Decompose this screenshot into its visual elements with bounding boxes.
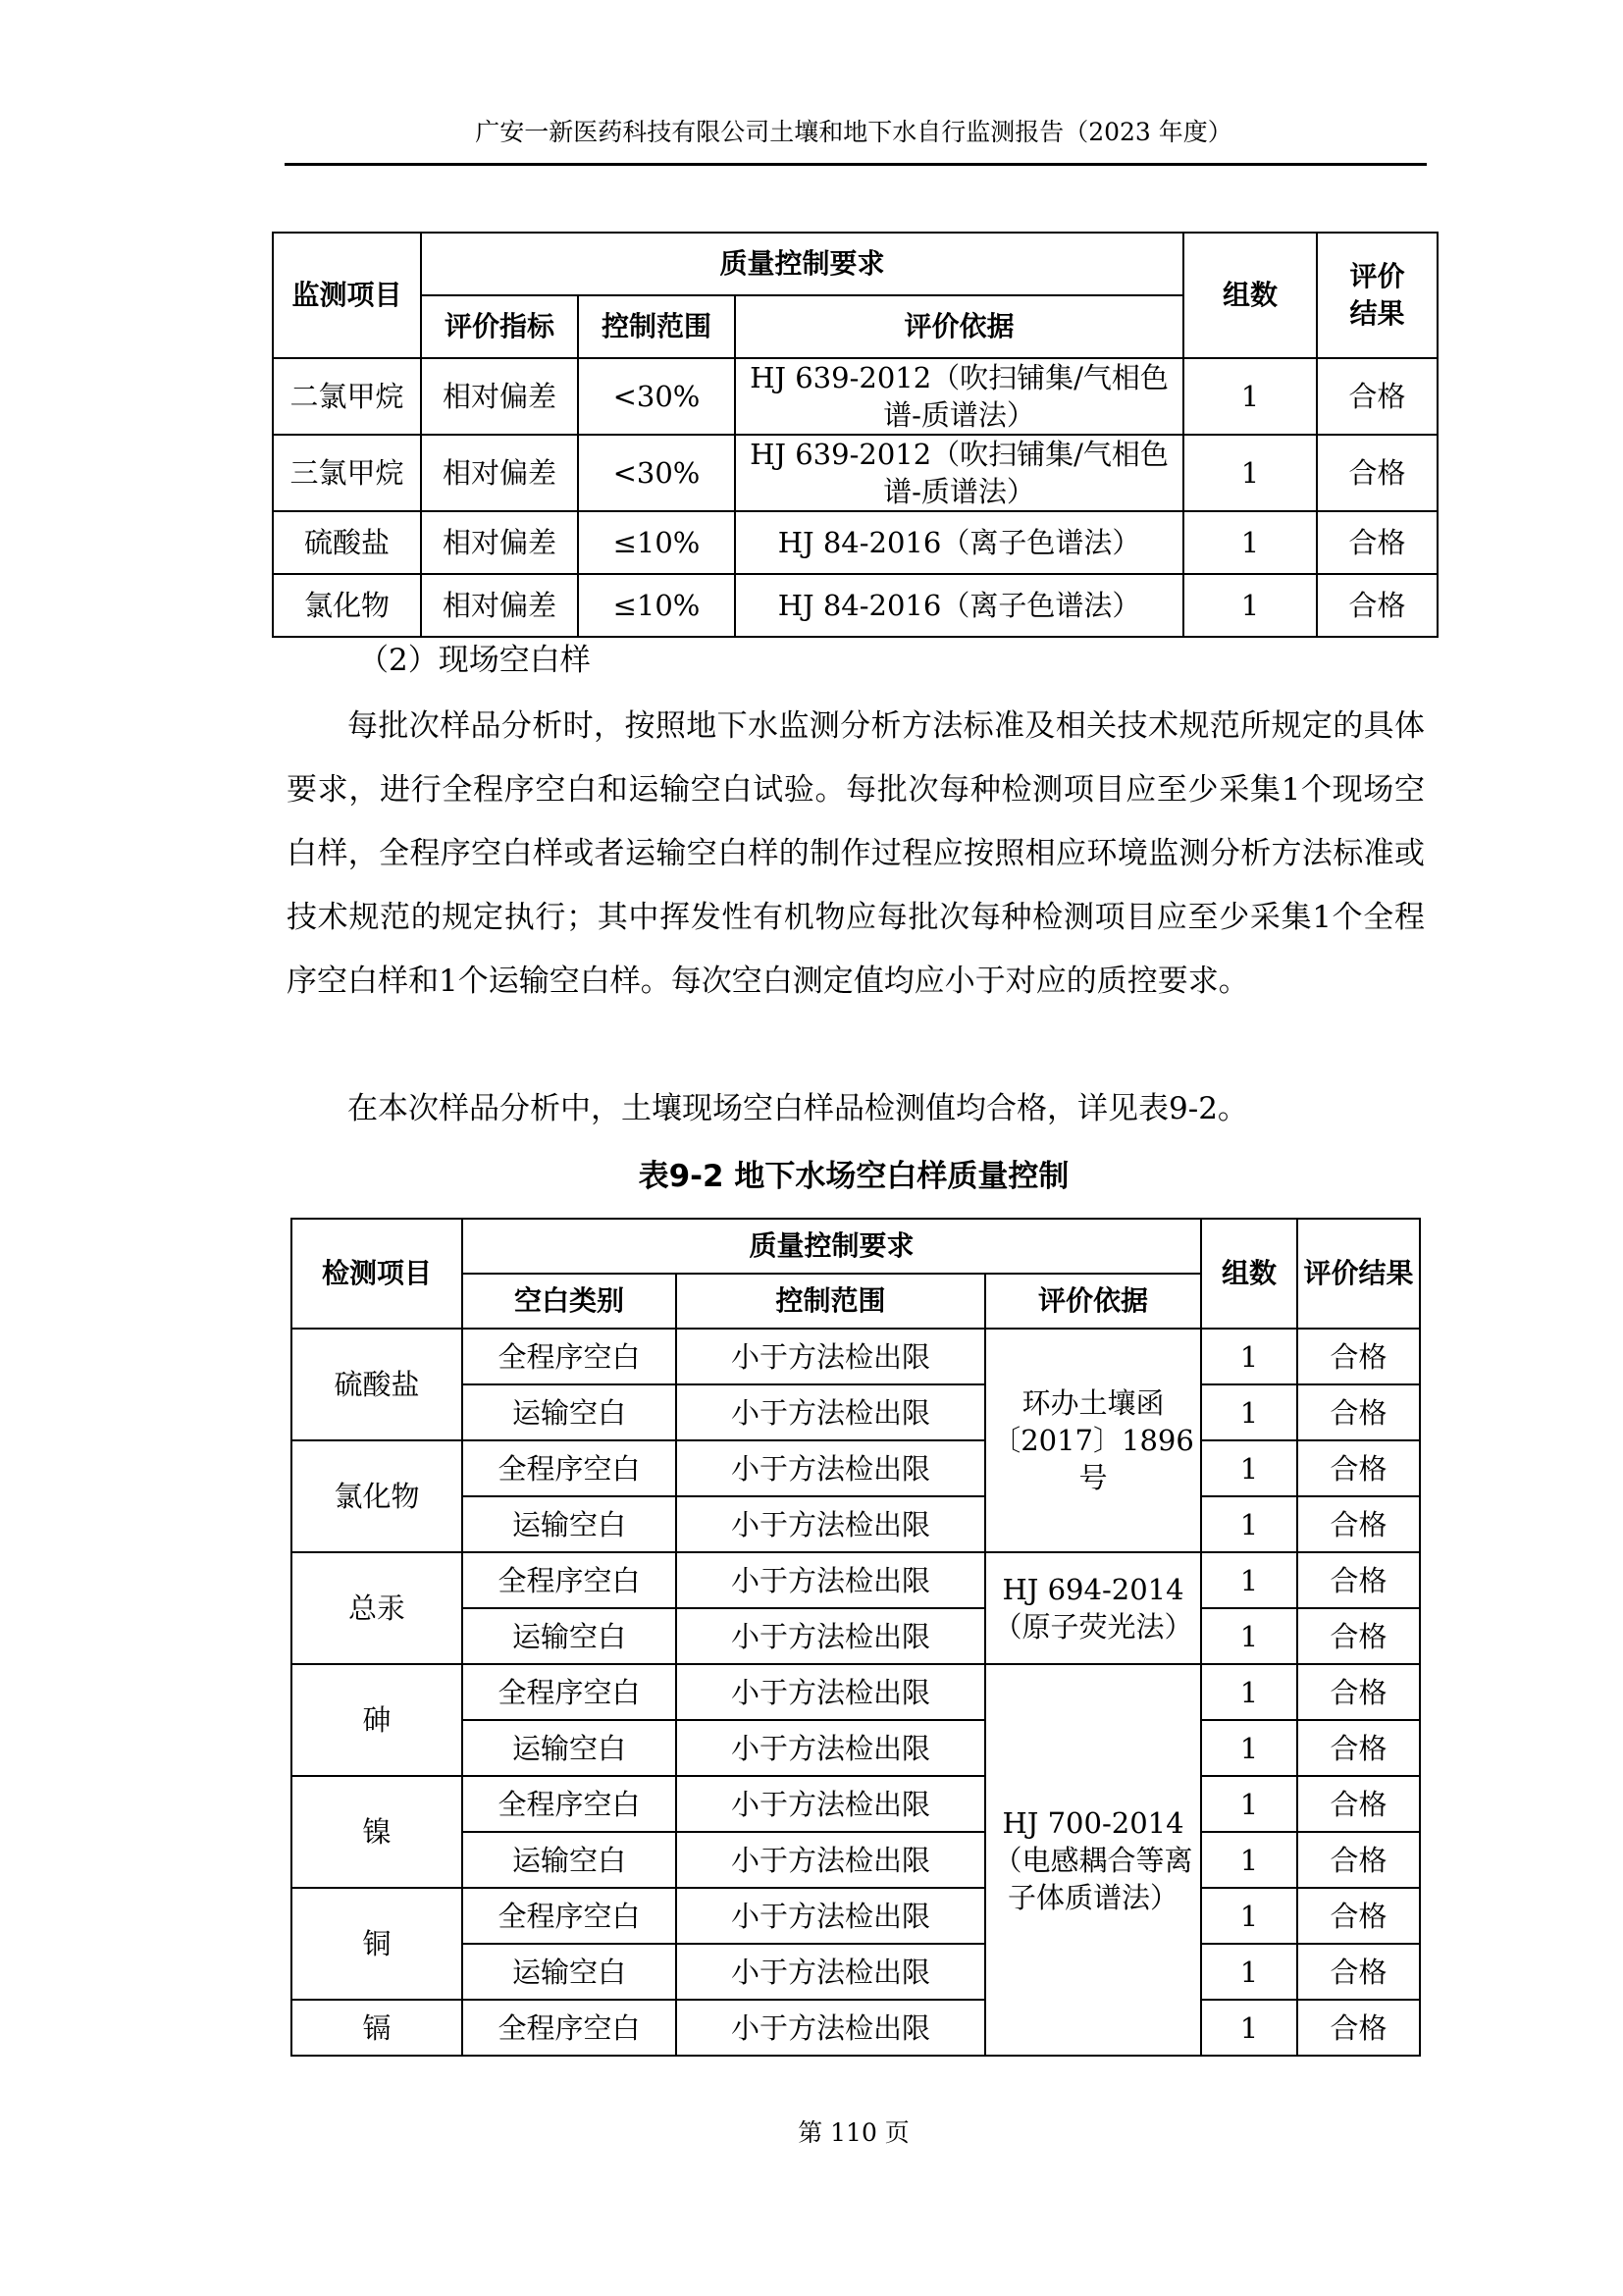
cell-blank-type: 全程序空白 (462, 1440, 676, 1496)
cell-blank-type: 全程序空白 (462, 1776, 676, 1832)
cell-groups: 1 (1183, 358, 1317, 435)
cell-blank-type: 全程序空白 (462, 1329, 676, 1384)
cell-groups: 1 (1201, 2000, 1297, 2056)
cell-range: 小于方法检出限 (676, 1944, 985, 2000)
cell-groups: 1 (1201, 1664, 1297, 1720)
cell-indicator: 相对偏差 (421, 511, 578, 574)
cell-groups: 1 (1201, 1888, 1297, 1944)
table-row (273, 358, 1438, 435)
paragraph-results: 在本次样品分析中，土壤现场空白样品检测值均合格，详见表9-2。 (347, 1091, 1248, 1126)
cell-blank-type: 全程序空白 (462, 1888, 676, 1944)
header-qc: 质量控制要求 (421, 233, 1183, 295)
table-field-blank-qc (290, 1218, 1421, 2057)
cell-blank-type: 运输空白 (462, 1832, 676, 1888)
cell-blank-type: 运输空白 (462, 1944, 676, 2000)
cell-result: 合格 (1297, 1384, 1420, 1440)
cell-result: 合格 (1297, 1888, 1420, 1944)
cell-blank-type: 全程序空白 (462, 2000, 676, 2056)
cell-groups: 1 (1201, 1552, 1297, 1608)
cell-groups: 1 (1183, 574, 1317, 637)
header-item: 监测项目 (273, 233, 421, 358)
cell-result: 合格 (1317, 511, 1438, 574)
header-basis: 评价依据 (735, 295, 1183, 358)
cell-groups: 1 (1201, 1944, 1297, 2000)
cell-result: 合格 (1297, 1329, 1420, 1384)
cell-basis: HJ 639-2012（吹扫铺集/气相色谱-质谱法） (735, 358, 1183, 435)
cell-indicator: 相对偏差 (421, 358, 578, 435)
header-result: 评价 结果 (1317, 233, 1438, 358)
cell-groups: 1 (1183, 511, 1317, 574)
cell-basis: HJ 639-2012（吹扫铺集/气相色谱-质谱法） (735, 435, 1183, 511)
header-item: 检测项目 (291, 1219, 462, 1329)
table-row (291, 1440, 1420, 1496)
cell-result: 合格 (1297, 1664, 1420, 1720)
cell-range: 小于方法检出限 (676, 1832, 985, 1888)
cell-range: 小于方法检出限 (676, 1776, 985, 1832)
page-number: 第 110 页 (798, 2118, 910, 2147)
cell-item: 砷 (291, 1664, 462, 1776)
cell-blank-type: 全程序空白 (462, 1664, 676, 1720)
cell-range: <30% (578, 358, 735, 435)
table-row (273, 574, 1438, 637)
cell-result: 合格 (1297, 1552, 1420, 1608)
cell-item: 硫酸盐 (291, 1329, 462, 1440)
cell-range: ≤10% (578, 511, 735, 574)
header-basis: 评价依据 (985, 1274, 1201, 1329)
cell-result: 合格 (1297, 1720, 1420, 1776)
table-row (273, 511, 1438, 574)
cell-blank-type: 运输空白 (462, 1720, 676, 1776)
cell-basis: 环办土壤函〔2017〕1896 号 (985, 1329, 1201, 1552)
cell-result: 合格 (1297, 1440, 1420, 1496)
cell-result: 合格 (1297, 1832, 1420, 1888)
cell-indicator: 相对偏差 (421, 435, 578, 511)
cell-range: 小于方法检出限 (676, 1384, 985, 1440)
cell-item: 氯化物 (291, 1440, 462, 1552)
paragraph-blank-samples: 每批次样品分析时，按照地下水监测分析方法标准及相关技术规范所规定的具体要求，进行全程序空白和运输空白试验。每批次每种检测项目应至少采集1个现场空白样，全程序空白样或者运输空白样的制作过程应按照相应环境监测分析方法标准或技术规范的规定执行；其中挥发性有机物应每批次每种检测项目应至少采集1个全程序空白样和1个运输空白样。每次空白测定值均应小于对应的质控要求。 (287, 708, 1425, 999)
cell-item: 三氯甲烷 (273, 435, 421, 511)
cell-basis: HJ 694-2014（原子荧光法） (985, 1552, 1201, 1664)
header-range: 控制范围 (578, 295, 735, 358)
cell-basis: HJ 700-2014（电感耦合等离子体质谱法） (985, 1664, 1201, 2056)
cell-result: 合格 (1297, 1496, 1420, 1552)
cell-blank-type: 运输空白 (462, 1384, 676, 1440)
table-row (291, 2000, 1420, 2056)
cell-range: <30% (578, 435, 735, 511)
cell-basis: HJ 84-2016（离子色谱法） (735, 511, 1183, 574)
cell-blank-type: 运输空白 (462, 1608, 676, 1664)
cell-groups: 1 (1201, 1440, 1297, 1496)
table-row (291, 1776, 1420, 1832)
cell-range: 小于方法检出限 (676, 1720, 985, 1776)
cell-result: 合格 (1317, 358, 1438, 435)
cell-item: 二氯甲烷 (273, 358, 421, 435)
table-row (291, 1888, 1420, 1944)
cell-groups: 1 (1201, 1720, 1297, 1776)
cell-blank-type: 运输空白 (462, 1496, 676, 1552)
cell-range: 小于方法检出限 (676, 1552, 985, 1608)
cell-result: 合格 (1297, 1776, 1420, 1832)
cell-item: 总汞 (291, 1552, 462, 1664)
cell-groups: 1 (1201, 1776, 1297, 1832)
cell-range: 小于方法检出限 (676, 1440, 985, 1496)
cell-indicator: 相对偏差 (421, 574, 578, 637)
cell-range: 小于方法检出限 (676, 1608, 985, 1664)
table-parallel-sample-qc (272, 232, 1439, 638)
cell-groups: 1 (1201, 1496, 1297, 1552)
cell-item: 镍 (291, 1776, 462, 1888)
cell-result: 合格 (1317, 435, 1438, 511)
cell-result: 合格 (1297, 1608, 1420, 1664)
cell-range: 小于方法检出限 (676, 1888, 985, 1944)
header-groups: 组数 (1201, 1219, 1297, 1329)
cell-range: 小于方法检出限 (676, 2000, 985, 2056)
cell-blank-type: 全程序空白 (462, 1552, 676, 1608)
cell-result: 合格 (1297, 2000, 1420, 2056)
header-indicator: 评价指标 (421, 295, 578, 358)
table-row (291, 1664, 1420, 1720)
table-row (291, 1329, 1420, 1384)
cell-item: 铜 (291, 1888, 462, 2000)
cell-range: 小于方法检出限 (676, 1329, 985, 1384)
cell-item: 镉 (291, 2000, 462, 2056)
header-rule (285, 163, 1427, 166)
page-header: 广安一新医药科技有限公司土壤和地下水自行监测报告（2023 年度） (475, 118, 1232, 146)
header-range: 控制范围 (676, 1274, 985, 1329)
cell-result: 合格 (1317, 574, 1438, 637)
cell-groups: 1 (1201, 1329, 1297, 1384)
cell-result: 合格 (1297, 1944, 1420, 2000)
header-groups: 组数 (1183, 233, 1317, 358)
cell-groups: 1 (1201, 1608, 1297, 1664)
header-qc: 质量控制要求 (462, 1219, 1201, 1274)
cell-range: 小于方法检出限 (676, 1496, 985, 1552)
cell-groups: 1 (1201, 1384, 1297, 1440)
subsection-heading: （2）现场空白样 (358, 643, 591, 678)
cell-groups: 1 (1183, 435, 1317, 511)
cell-basis: HJ 84-2016（离子色谱法） (735, 574, 1183, 637)
header-result: 评价结果 (1297, 1219, 1420, 1329)
cell-item: 氯化物 (273, 574, 421, 637)
table-row (291, 1552, 1420, 1608)
cell-item: 硫酸盐 (273, 511, 421, 574)
cell-groups: 1 (1201, 1832, 1297, 1888)
table-caption: 表9-2 地下水场空白样质量控制 (638, 1159, 1070, 1194)
cell-range: 小于方法检出限 (676, 1664, 985, 1720)
table-row (273, 435, 1438, 511)
header-blank-type: 空白类别 (462, 1274, 676, 1329)
cell-range: ≤10% (578, 574, 735, 637)
